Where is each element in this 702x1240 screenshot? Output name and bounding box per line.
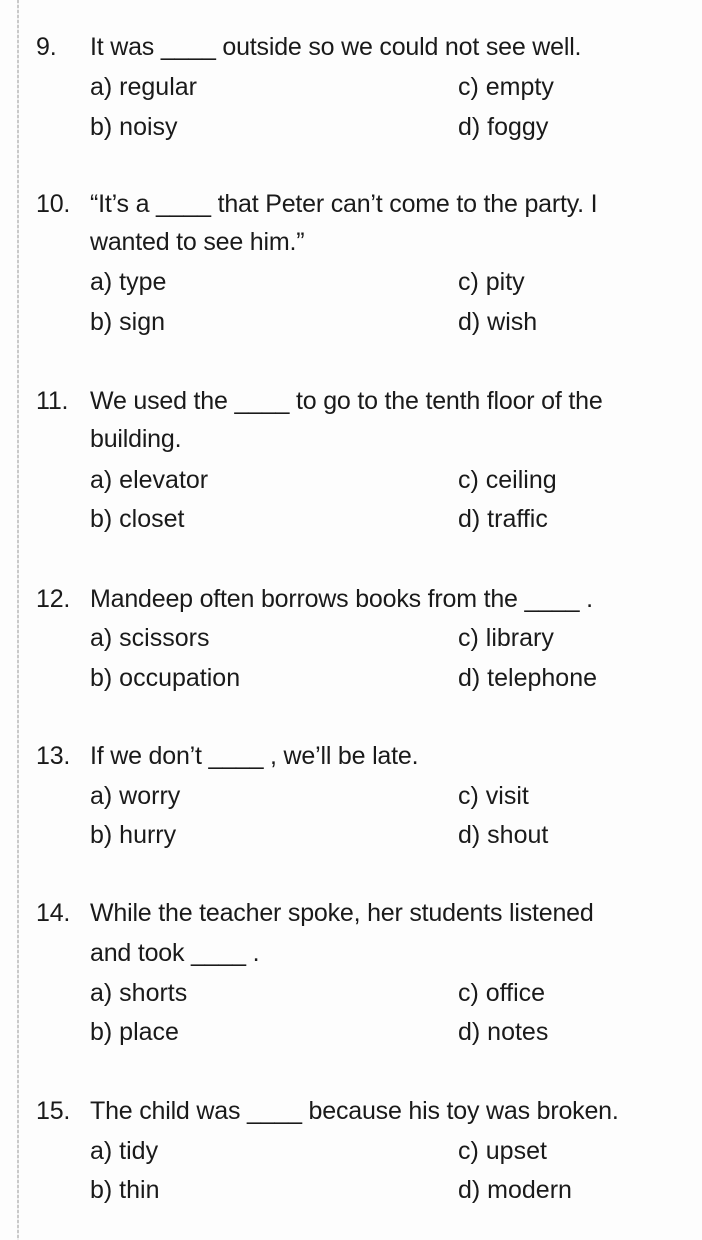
option-a: a) worry	[90, 782, 181, 810]
option-d: d) foggy	[458, 113, 549, 141]
option-b: b) occupation	[90, 664, 241, 692]
question-stem-continued: wanted to see him.”	[90, 228, 305, 256]
option-a: a) tidy	[90, 1137, 159, 1165]
question-number: 14.	[36, 899, 71, 927]
option-b: b) place	[90, 1018, 179, 1046]
question-stem: “It’s a ____ that Peter can’t come to the party. I	[90, 190, 598, 218]
option-d: d) notes	[458, 1018, 549, 1046]
option-b: b) noisy	[90, 113, 178, 141]
margin-line	[17, 0, 19, 1240]
question-stem: It was ____ outside so we could not see well.	[90, 33, 582, 61]
question-stem: We used the ____ to go to the tenth floor of the	[90, 387, 603, 415]
option-b: b) hurry	[90, 821, 177, 849]
option-d: d) wish	[458, 308, 538, 336]
question-number: 10.	[36, 190, 71, 218]
option-c: c) office	[458, 979, 546, 1007]
question-stem: If we don’t ____ , we’ll be late.	[90, 742, 419, 770]
option-c: c) visit	[458, 782, 529, 810]
question-number: 13.	[36, 742, 71, 770]
option-c: c) ceiling	[458, 466, 557, 494]
question-number: 12.	[36, 585, 71, 613]
option-c: c) library	[458, 624, 554, 652]
option-d: d) traffic	[458, 505, 548, 533]
question-number: 15.	[36, 1097, 71, 1125]
option-a: a) regular	[90, 73, 197, 101]
option-a: a) shorts	[90, 979, 188, 1007]
question-stem-continued: building.	[90, 425, 182, 453]
question-number: 11.	[36, 387, 69, 415]
option-b: b) sign	[90, 308, 166, 336]
option-d: d) shout	[458, 821, 549, 849]
option-c: c) pity	[458, 268, 525, 296]
option-a: a) elevator	[90, 466, 209, 494]
option-d: d) telephone	[458, 664, 598, 692]
option-c: c) upset	[458, 1137, 547, 1165]
question-number: 9.	[36, 33, 57, 61]
question-stem-continued: and took ____ .	[90, 939, 260, 967]
option-a: a) type	[90, 268, 167, 296]
option-b: b) thin	[90, 1176, 160, 1204]
question-stem: While the teacher spoke, her students listened	[90, 899, 594, 927]
option-d: d) modern	[458, 1176, 572, 1204]
question-stem: Mandeep often borrows books from the ____ .	[90, 585, 593, 613]
question-stem: The child was ____ because his toy was broken.	[90, 1097, 619, 1125]
option-c: c) empty	[458, 73, 554, 101]
option-a: a) scissors	[90, 624, 210, 652]
option-b: b) closet	[90, 505, 185, 533]
